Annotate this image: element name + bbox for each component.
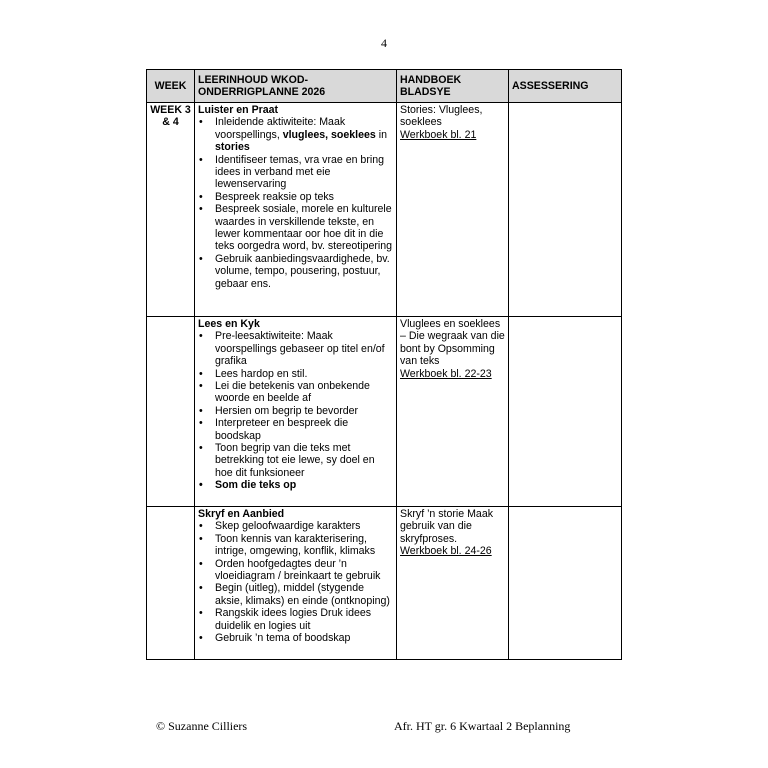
week-cell-empty	[147, 317, 195, 507]
page-number: 4	[381, 36, 387, 50]
assessment-cell	[509, 317, 622, 507]
workbook-reference: Werkboek bl. 21	[400, 128, 477, 141]
list-item: • Gebruik aanbiedingsvaardighede, bv. volume, tempo, pousering, postuur, gebaar ens.	[198, 253, 393, 290]
list-item: • Som die teks op	[198, 479, 393, 491]
list-item: • Bespreek sosiale, morele en kulturele waardes in verskillende tekste, en lewer kommentaar oor hoe dit in die teks oorgedra word, bv. stereotipering	[198, 203, 393, 253]
section-title: Luister en Praat	[198, 104, 279, 116]
table-row	[147, 103, 622, 317]
content-list	[198, 116, 393, 290]
assessment-cell	[509, 103, 622, 317]
textbook-text: Vluglees en soeklees – Die wegraak van die bont by Opsomming van teks	[400, 318, 505, 368]
list-item: • Pre-leesaktiwiteite: Maak voorspellings gebaseer op titel en/of grafika	[198, 330, 393, 367]
section-title: Lees en Kyk	[198, 318, 260, 330]
list-item: • Toon begrip van die teks met betrekking tot eie lewe, sy doel en hoe dit funksioneer	[198, 442, 393, 479]
list-item: • Inleidende aktiwiteite: Maak voorspellings, vluglees, soeklees in stories	[198, 116, 393, 153]
workbook-reference: Werkboek bl. 22-23	[400, 367, 492, 380]
section-title: Skryf en Aanbied	[198, 508, 285, 520]
week-label: WEEK 3 & 4	[147, 103, 195, 317]
list-item: • Begin (uitleg), middel (stygende aksie, klimaks) en einde (ontknoping)	[198, 582, 393, 607]
textbook-text: Skryf ’n storie Maak gebruik van die skryfproses.	[400, 508, 494, 545]
textbook-cell	[397, 103, 509, 317]
list-item: • Rangskik idees logies Druk idees duidelik en logies uit	[198, 607, 393, 632]
textbook-text: Stories: Vluglees, soeklees	[400, 104, 483, 129]
content-list	[198, 330, 393, 491]
footer-copyright: © Suzanne Cilliers	[156, 719, 248, 733]
list-item: • Lei die betekenis van onbekende woorde en beelde af	[198, 380, 393, 405]
list-item: • Skep geloofwaardige karakters	[198, 520, 393, 532]
footer-document-title: Afr. HT gr. 6 Kwartaal 2 Beplanning	[394, 719, 571, 733]
list-item: • Toon kennis van karakterisering, intrige, omgewing, konflik, klimaks	[198, 533, 393, 558]
list-item: • Bespreek reaksie op teks	[198, 191, 393, 203]
planning-table	[146, 69, 622, 660]
header-content: LEERINHOUD WKOD-ONDERRIGPLANNE 2026	[195, 70, 397, 103]
list-item: • Gebruik ’n tema of boodskap	[198, 632, 393, 644]
textbook-cell	[397, 317, 509, 507]
list-item: • Hersien om begrip te bevorder	[198, 405, 393, 417]
list-item: • Identifiseer temas, vra vrae en bring idees in verband met eie lewenservaring	[198, 154, 393, 191]
week-cell-empty	[147, 507, 195, 660]
content-cell	[195, 103, 397, 317]
content-cell	[195, 507, 397, 660]
workbook-reference: Werkboek bl. 24-26	[400, 545, 492, 558]
table-header-row	[147, 70, 622, 103]
list-item: • Interpreteer en bespreek die boodskap	[198, 417, 393, 442]
table-row	[147, 507, 622, 660]
header-week: WEEK	[147, 70, 195, 103]
textbook-cell	[397, 507, 509, 660]
header-assessment: ASSESSERING	[509, 70, 622, 103]
assessment-cell	[509, 507, 622, 660]
content-list	[198, 520, 393, 644]
content-cell	[195, 317, 397, 507]
table-row	[147, 317, 622, 507]
list-item: • Lees hardop en stil.	[198, 368, 393, 380]
header-textbook: HANDBOEK BLADSYE	[397, 70, 509, 103]
list-item: • Orden hoofgedagtes deur ’n vloeidiagram / breinkaart te gebruik	[198, 558, 393, 583]
